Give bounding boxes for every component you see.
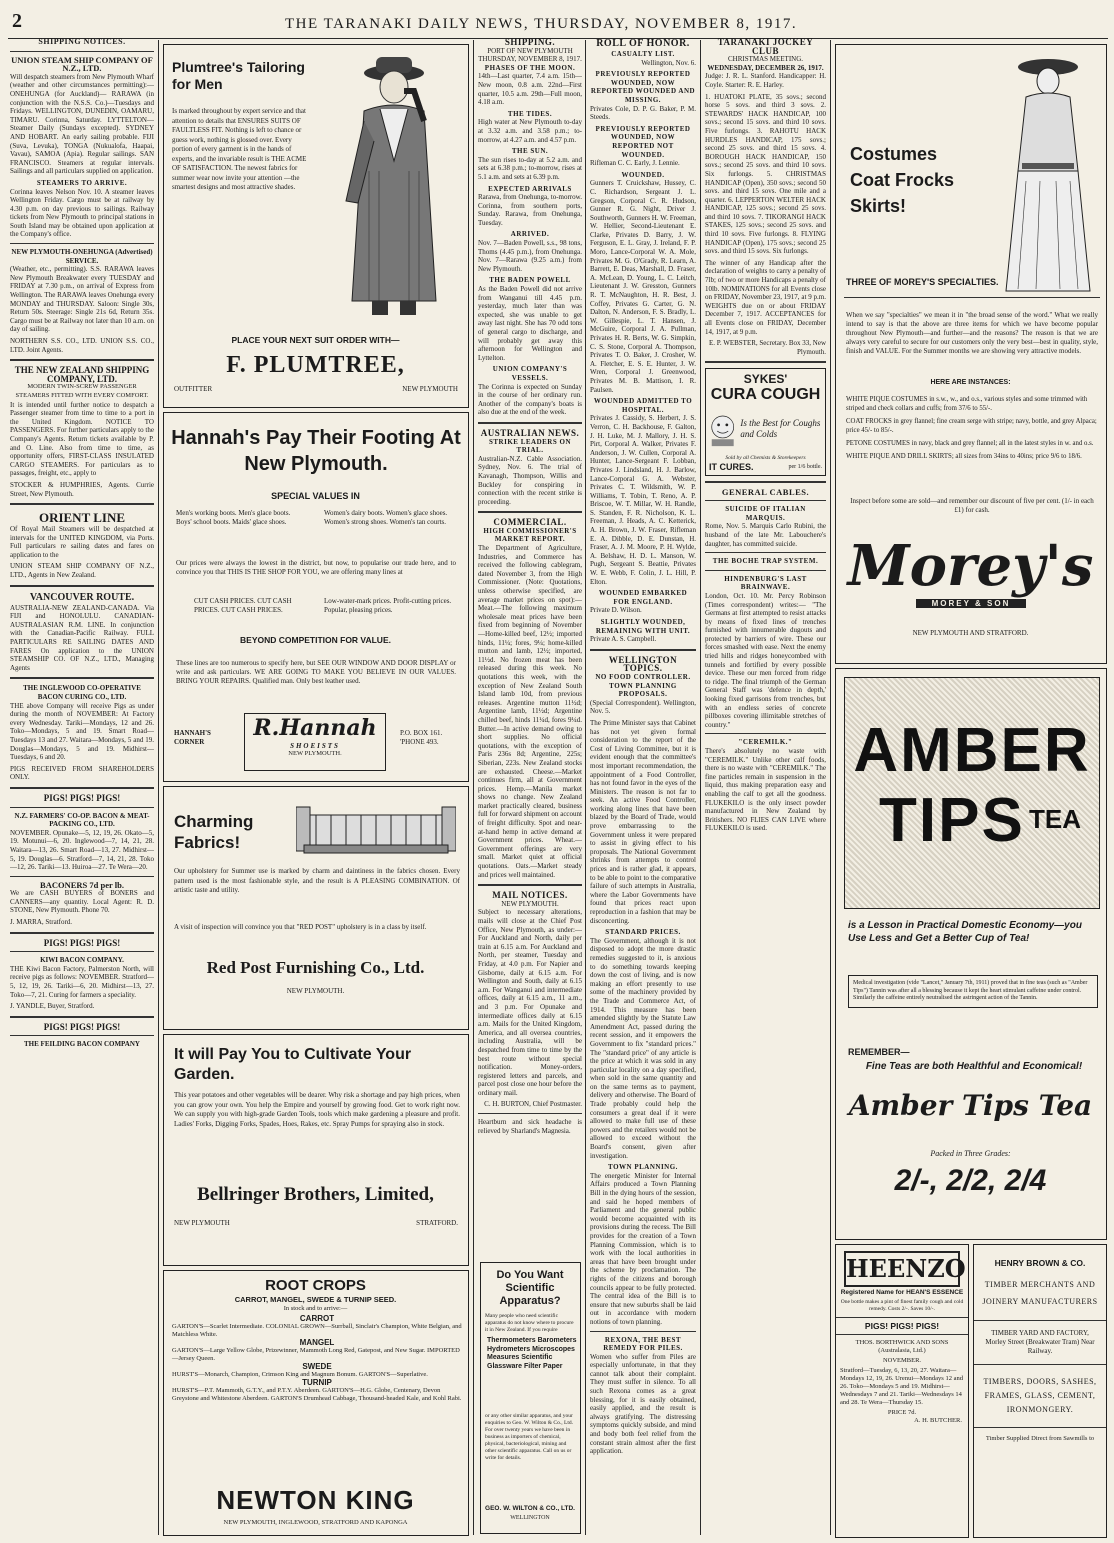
- ad-signature: UNION STEAM SHIP COMPANY OF N.Z., LTD., Agents in New Zealand.: [10, 562, 154, 580]
- column-divider: [700, 40, 701, 1535]
- subheading: WOUNDED ADMITTED TO HOSPITAL.: [593, 397, 693, 414]
- seed-heading: TURNIP: [302, 1378, 332, 1387]
- article-text: Rarawa, from Onehunga, to-morrow. Corinna, from southern ports, Sunday. Rarawa, from Onehunga, Tuesday.: [478, 193, 582, 227]
- ad-text: It is intended until further notice to despatch a Passenger steamer from time to time to a port in the United Kingdom. NOTICE TO PASSENGERS. For further particulars apply to the Company's Agents. Return tickets available by P. and O. Line. Also from time to time, as opportunity offers, FIRST-CLASS INSULATED CARGO STEAMERS. For particulars as to passages, freight, etc., apply to: [10, 400, 154, 478]
- ad-text: THE above Company will receive Pigs as under during the month of NOVEMBER: At Factory every Wednesday. Tariki—Mondays, 12 and 26. Toko—Mondays, 5 and 19. Smart Road—Tuesdays 13 and 27. Waitara—Mondays, 5 and 19. Douglas—Mondays, 5 and 19. Midhirst—Tuesdays, 6 and 20.: [10, 701, 154, 762]
- amber-tips-ad: [835, 668, 1107, 1240]
- ad-footer-left: OUTFITTER: [174, 385, 213, 393]
- ad-title: NEW PLYMOUTH-ONEHUNGA (Advertised) SERVICE.: [11, 248, 153, 265]
- ad-text: These lines are too numerous to specify here, but SEE OUR WINDOW AND DOOR DISPLAY or write and ask particulars. WE ARE GOING TO MAKE YOU BELIEVE IN OUR VALUES. BRING YOUR REPAIRS. Qualified man. Only best leather used.: [176, 659, 456, 685]
- section-heading: AUSTRALIAN NEWS.: [480, 427, 580, 438]
- subheading: SLIGHTLY WOUNDED, REMAINING WITH UNIT.: [595, 618, 691, 635]
- article-text: The Corinna is expected on Sunday in the course of her ordinary run. Another of the company's boats is also due at the end of the week.: [478, 382, 582, 417]
- ad-subheading: MODERN TWIN-SCREW PASSENGER STEAMERS FITTED WITH EVERY COMFORT.: [15, 383, 149, 399]
- instance-list: [846, 395, 1098, 465]
- article-text: The sun rises to-day at 5.2 a.m. and sets at 6.38 p.m.; to-morrow, rises at 5.1 a.m. and sets at 6.39 p.m.: [478, 155, 582, 181]
- seed-heading: MANGEL: [299, 1338, 335, 1347]
- ad-price: per 1/6 bottle.: [788, 463, 822, 470]
- subheading: CHRISTMAS MEETING.: [727, 55, 804, 64]
- ad-text: NOVEMBER. Opunake—5, 12, 19, 26. Okato—5, 19. Motunui—6, 20. Inglewood—7, 14, 21, 28. Waitara—13, 26. Smart Road—13, 27. Midhirst—5, 19. Douglas—6. Stratford—7, 14, 21, 28. Toko—12, 26. Tariki—13. Huiroa—27. Te Wera—20.: [10, 828, 154, 872]
- ad-headline: [850, 141, 954, 219]
- ad-goods: TIMBERS, DOORS, SASHES, FRAMES, GLASS, CEMENT, IRONMONGERY.: [983, 1377, 1097, 1414]
- ad-prices: 2/-, 2/2, 2/4: [894, 1164, 1047, 1197]
- ad-text: THE Kiwi Bacon Factory, Palmerston North, will receive pigs as follows: NOVEMBER. Stratford—5, 12, 19, 26. Tariki—6, 20. Midhirst—13, 27. Toko—7, 21. Curing for farmers a speciality.: [10, 964, 154, 999]
- ad-price: PRICE 7d.: [887, 1409, 917, 1416]
- ad-text: TIMBER YARD AND FACTORY, Morley Street (Breakwater Tram) Near Railway.: [985, 1329, 1095, 1355]
- ad-text: In stock and to arrive:—: [283, 1305, 348, 1312]
- ad-title: THOS. BORTHWICK AND SONS (Australasia, Ltd.): [855, 1339, 949, 1354]
- section-heading: SHIPPING.: [504, 38, 556, 47]
- article-text: Women who suffer from Piles are especially unfortunate, in that they cannot talk about their complaint. They must suffer in silence. To all such Rexona comes as a great blessing, for it is easily obtained, easily applied, and the result is always gratifying. The distressing symptoms quickly subside, and mind and body both feel relief from the constant strain almost after the first application.: [590, 1352, 696, 1456]
- ad-text: Our upholstery for Summer use is marked by charm and daintiness in the fabrics chosen. Every pattern used is the most fashionable style, and the result is A PLEASING COMBINATION. Of artistic taste and utility.: [174, 867, 460, 894]
- ad-town: WELLINGTON: [510, 1515, 550, 1521]
- racing-column: [705, 38, 826, 1538]
- ad-slogan: Fine Teas are both Healthful and Economical!: [865, 1061, 1083, 1072]
- logo-sub: MOREY & SON: [916, 599, 1026, 608]
- subheading: ARRIVED.: [510, 230, 550, 239]
- face-illustration: [709, 404, 736, 454]
- ad-text: Will despatch steamers from New Plymouth Wharf (weather and other circumstances permitting):— ONEHUNGA (for Auckland)— RARAWA (in conjunction with the N.S.S. Co.)—Tuesdays and Fridays. WELLINGTON, DUNEDIN, OAMARU, TIMARU. Corinna, Saturday. LYTTELTON— Steamer Daily (Sundays excepted). SYDNEY AND HOBART. An early sailing probable. FIJI (Suva, Levuka), TONGA (Nukualofa, Haapai, Vavau), SAMOA (Apia). Regular sailings. SAN FRANCISCO. Steamers at regular intervals. Sailings and all particulars supplied on application.: [10, 72, 154, 176]
- amber-script-logo: Amber Tips Tea: [848, 1089, 1093, 1122]
- subheading: TOWN PLANNING.: [608, 1163, 678, 1172]
- ad-text: Is the Best for Coughs and Colds: [740, 418, 821, 440]
- morey-logo: Morey's: [847, 533, 1094, 599]
- officials: Judge: J. R. L. Stanford. Handicapper: H. Coyle. Starter: R. E. Harley.: [705, 72, 826, 89]
- ad-text: Many people who need scientific apparatus do not know where to procure it in New Zealand. If you require: [485, 1313, 574, 1333]
- section-heading: COMMERCIAL.: [493, 517, 567, 528]
- article-text: Subject to necessary alterations, mails will close at the Chief Post Office, New Plymouth, as under:— For Auckland and North, daily per train at 6.15 a.m. For Auckland and North, per steamer, Tuesday and Friday, at 4.0 p.m. For Napier and Gisborne, daily at 6.15 a.m. For Wellington and South, daily at 6.15 a.m. For Wanganui and intermediate offices, daily at 6.15 a.m., 11 a.m., and 3 p.m. For Opunake and intermediate offices daily at 6.15 a.m. Mails for the United Kingdom, America, and all oversea countries, including Australia, will be despatched from time to time by the best route without special notification. Money-orders, registered letters and parcels, and parcel post close one hour before the ordinary mail.: [478, 908, 582, 1097]
- ad-text: AUSTRALIA-NEW ZEALAND-CANADA. Via FIJI and HONOLULU. CANADIAN-AUSTRALASIAN R.M. LINE. In conjunction with the Canadian-Pacific Railway. FULL PARTICULARS RE SAILING DATES AND FARES On application to the UNION STEAMSHIP CO. OF N.Z., LTD., Managing Agents: [10, 603, 154, 672]
- ad-signature: STOCKER & HUMPHRIES, Agents. Currie Street, New Plymouth.: [10, 480, 154, 498]
- ad-subheading: HERE ARE INSTANCES:: [930, 379, 1011, 386]
- ad-text: Sold by all Chemists & Storekeepers: [725, 455, 806, 462]
- ad-text: A visit of inspection will convince you that "RED POST" upholstery is in a class by itself.: [174, 923, 427, 931]
- subheading: THE BADEN POWELL: [489, 276, 571, 285]
- article-text: London, Oct. 10. Mr. Percy Robinson (Times correspondent) writes:— "The Germans at first attempted to resist attacks by means of fixed lines of trenches furnished with innumerable dugouts and protected by barriers of wire. These our forces smashed with ease. Next the enemy tried hills and ridges honeycombed with tunnels and fortified by every possible device. These our men forced from ridge to ridge. The final triumph of the German General Staff was 'defence in depth,' looking fixed garrisons from trenches, but with an endless series of concrete pillboxes covering illimitable stretches of country.": [705, 591, 826, 729]
- article-text: Australian-N.Z. Cable Association. Sydney, Nov. 6. The trial of Kavanagh, Thompson, Willis and Buckley for conspiring in connection with the recent strike is proceeding.: [478, 454, 582, 506]
- ad-text: or any other similar apparatus, and your enquiries to Geo. W. Wilton & Co., Ltd. For over twenty years we have been in business as importers of chemical, physical, bacteriological, mining and other scientific apparatus. Call on us or write for details.: [485, 1413, 573, 1461]
- ad-headline: Charming Fabrics!: [174, 812, 254, 852]
- ad-cta: PLACE YOUR NEXT SUIT ORDER WITH—: [231, 335, 400, 345]
- ad-subheading: THREE OF MOREY'S SPECIALTIES.: [846, 277, 999, 287]
- seed-text: HURST'S—Monarch, Champion, Crimson King and Magnum Bonum. GARTON'S—Superlative.: [172, 1371, 428, 1378]
- ad-title: THE INGLEWOOD CO-OPERATIVE BACON CURING CO., LTD.: [23, 684, 141, 701]
- article-text: Nov. 7—Baden Powell, s.s., 98 tons, Thoms (4.45 p.m.), from Onehunga. Nov. 7—Rarawa (9.25 a.m.) from New Plymouth.: [478, 239, 582, 273]
- ad-business-name: NEWTON KING: [216, 1485, 415, 1515]
- ad-signature: NORTHERN S.S. CO., LTD. UNION S.S. CO., LTD. Joint Agents.: [10, 337, 154, 354]
- dateline: Wellington, Nov. 6.: [641, 58, 696, 67]
- newton-king-ad: [163, 1270, 469, 1536]
- seed-heading: SWEDE: [302, 1362, 332, 1371]
- gentleman-illustration: [324, 51, 464, 321]
- ad-business-name: F. PLUMTREE,: [226, 352, 405, 378]
- article-text: As the Baden Powell did not arrive from Wanganui till 4.45 p.m. yesterday, much later than was expected, she was unable to get away last night. She has 70 odd tons of general cargo to discharge, and will probably get away this afternoon for Wellington and Lyttelton.: [478, 285, 582, 362]
- ad-headline: ROOT CROPS: [265, 1277, 366, 1294]
- column-divider: [158, 40, 159, 1535]
- subheading: CASUALTY LIST.: [611, 50, 675, 58]
- ad-headline: It will Pay You to Cultivate Your Garden.: [174, 1046, 412, 1083]
- shipping-news-column: [478, 38, 582, 1218]
- ad-text: Medical investigation (vide "Lancet," January 7th, 1911) proved that in fine teas (such as "Amber Tips") Tannin was after all a blessing because it kept the heart stimulant caffeine under control. Similarly the caffeine entirely neutralised the astringent action of the Tannin.: [848, 975, 1098, 1008]
- subheading: PREVIOUSLY REPORTED WOUNDED, NOW REPORTED WOUNDED AND MISSING.: [590, 70, 696, 104]
- ad-signature: A. H. BUTCHER.: [914, 1417, 962, 1424]
- sykes-ad: [705, 368, 826, 475]
- ad-text: Corinna leaves Nelson Nov. 10. A steamer leaves Wellington Friday. Cargo must be at railway by 4.30 p.m. on day previous to sailings. Railway tickets from New Plymouth to principal stations in South Island may be obtained upon application at the Company's office.: [10, 187, 154, 239]
- logo-town: NEW PLYMOUTH.: [288, 750, 342, 757]
- article-text: The Prime Minister says that Cabinet has not yet given formal consideration to the report of the Cost of Living Committee, but it is evident enough that the committee's most important recommendation, the appointment of a Food Controller, has not found favor in the eyes of the Ministers. The reason is not far to seek. An active Food Controller, working along lines that have been blazed by the Board of Trade, would prove embarrassing to the Government unless it were prepared to assist in giving effect to his proposals. The National Government shrinks from attempts to control prices and is rather glad, it appears, to be able to point to the comparative failure of such attempts in Australia, where the Labor Governments have found that prices react upon reproduction in a fashion that may be disconcerting.: [590, 718, 696, 925]
- column-divider: [473, 40, 474, 1535]
- wilton-apparatus-ad: [480, 1262, 581, 1534]
- news-column: [590, 38, 696, 1538]
- brand-tea: TEA: [1029, 804, 1081, 834]
- ad-text: (Weather, etc., permitting). S.S. RARAWA leaves New Plymouth Breakwater every TUESDAY and FRIDAY at 7.30 p.m., on arrival of Express from Wellington. The RARAWA leaves Onehunga every MONDAY and THURSDAY. Saloon: Single 30s, Return 50s. Steerage: Single 21s 6d, Return 35s. Cargo must be at Railway not later than 10 a.m. on day of sailing.: [10, 265, 154, 334]
- ad-text: Packed in Three Grades:: [930, 1149, 1011, 1158]
- ad-subheading: REMEMBER—: [848, 1047, 910, 1057]
- instance-item: COAT FROCKS in grey flannel; fine cream serge with stripe; navy, bottle, and grey Alpaca; price 45/- to 85/-.: [846, 418, 1097, 434]
- date-line: THURSDAY, NOVEMBER 8, 1917.: [478, 55, 582, 64]
- ad-slogan: BEYOND COMPETITION FOR VALUE.: [240, 635, 391, 645]
- ad-headline: CURA COUGH: [710, 386, 821, 404]
- article-text: 14th—Last quarter, 7.4 a.m. 15th—New moon, 0.8 a.m. 22nd—First quarter, 10.5 a.m. 29th—Full moon, 4.18 a.m.: [478, 72, 582, 107]
- ad-headline: Plumtree's Tailoring for Men: [172, 59, 305, 92]
- ad-text: Is marked throughout by expert service and that attention to details that ENSURES SUITS OF FAULTLESS FIT. Nothing is left to chance or guess work, nothing is glossed over. Every portion of every garment is in the hands of experts, and the invariable result is THE ACME OF SATISFACTION. The newest fabrics for summer wear now invite your attention —the smartest designs and most attractive shades.: [172, 107, 307, 191]
- ad-title: UNION STEAM SHIP COMPANY OF N.Z., LTD.: [11, 54, 153, 74]
- pigs-heading: PIGS! PIGS! PIGS!: [43, 792, 121, 803]
- ad-subheading: CARROT, MANGEL, SWEDE & TURNIP SEED.: [234, 1295, 397, 1304]
- henry-brown-ad: [973, 1244, 1107, 1538]
- ad-title: THE NEW ZEALAND SHIPPING COMPANY, LTD.: [14, 365, 150, 384]
- section-heading: WELLINGTON TOPICS.: [608, 654, 678, 674]
- column-divider: [830, 40, 831, 1535]
- section-heading: ROLL OF HONOR.: [596, 38, 690, 49]
- ad-town: NEW PLYMOUTH AND STRATFORD.: [912, 629, 1029, 637]
- subheading: PREVIOUSLY REPORTED WOUNDED, NOW REPORTED NOT WOUNDED.: [595, 124, 691, 159]
- section-heading: SHIPPING NOTICES.: [38, 38, 126, 46]
- pigs-heading: PIGS! PIGS! PIGS!: [43, 937, 121, 948]
- plumtree-ad: [163, 44, 469, 408]
- ad-signature: PIGS RECEIVED FROM SHAREHOLDERS ONLY.: [10, 764, 154, 782]
- subheading: UNION COMPANY'S VESSELS.: [492, 365, 568, 382]
- article-signature: E. P. WEBSTER, Secretary. Box 33, New Plymouth.: [708, 339, 826, 356]
- instance-item: PETONE COSTUMES in navy, black and grey flannel; all in the latest styles in w. and o.s.: [846, 440, 1094, 447]
- ad-contact: P.O. BOX 161. 'PHONE 493.: [400, 729, 443, 746]
- article-text: Private A. S. Campbell.: [590, 635, 657, 644]
- ad-footer-right: NEW PLYMOUTH: [402, 385, 458, 393]
- ad-title: BACONERS 7d per lb.: [40, 879, 124, 890]
- subheading: THE SUN.: [511, 147, 549, 156]
- ad-slogan: is a Lesson in Practical Domestic Economy—you Use Less and Get a Better Cup of Tea!: [848, 920, 1082, 944]
- subheading: STRIKE LEADERS ON TRIAL.: [488, 437, 572, 455]
- ad-text: Inspect before some are sold—and remember our discount of five per cent. (1/- in each £1) for cash.: [850, 497, 1094, 514]
- article-text: The energetic Minister for Internal Affairs produced a Town Planning Bill in the dying hours of the session, and said he hoped members of Parliament and the general public would become acquainted with its provisions during the recess. The Bill provides for the creation of a Town Planning Commission, which is to work with the local authorities in areas that have been brought under the scheme by proclamation. The rights of the citizens and borough councils appear to be fully protected. The central idea of the Bill is to ensure that new suburbs shall be laid out in accordance with modern notions of town planning.: [590, 1171, 696, 1326]
- ad-business-name: Red Post Furnishing Co., Ltd.: [206, 958, 425, 977]
- seed-text: HURST'S—P.T. Mammoth, G.T.Y., and P.T.Y. Aberdeen. GARTON'S—H.G. Globe, Centenary, Devon Greystone and Whitestone Aberdeen. GARTON'S Drumhead Cabbage, Thousand-headed Kale, and Kohl Rabi.: [172, 1387, 462, 1402]
- subheading: SUICIDE OF ITALIAN MARQUIS.: [725, 505, 806, 522]
- seed-heading: CARROT: [299, 1314, 335, 1323]
- ad-title: KIWI BACON COMPANY.: [40, 956, 124, 965]
- subheading: NEW PLYMOUTH.: [501, 899, 559, 908]
- red-post-ad: [163, 786, 469, 1030]
- ad-business-name: HENRY BROWN & CO.: [994, 1258, 1086, 1268]
- ad-corner: HANNAH'S CORNER: [174, 729, 211, 746]
- article-text: Privates J. Cassidy, S. Herbert, J. S. Verron, C. H. Backhouse, F. Galton, J. H. Luke, M. J. Mallory, J. H. S. Pirt, Corporal A. Walker, Privates F. Anderson, J. W. Cullen, Corporal A. Hunter, Lance-Sergeant F. Lobban, Privates J. Lindsland, H. J. Barlow, Lance-Corporal G. A. Webster, Privates C. T. Wildsmith, W. P. Williams, T. Tobin, T. Reno, A. P. Briscoe, W. T. Millar, W. H. Randle, S. Standen, F. R. Nicholson, K. L. Freeman, J. Heads, A. C. Ketterick, A. H. Brown, J. W. Fraser, Rifleman E. A. Dibble, D. E. Dunstan, H. Fraser, A. J. M. Moore, P. H. Wylde, A. Belshaw, H. D. L. Manson, W. Pugh, Sergeant S. Beattie, Privates W. E. Webb, F. Colin, J. L. Hill, P. Elton.: [590, 414, 696, 586]
- subheading: TOWN PLANNING PROPOSALS.: [609, 681, 677, 699]
- ad-subheading: SPECIAL VALUES IN: [271, 491, 360, 501]
- ad-headline: SYKES': [743, 372, 788, 387]
- subheading: STANDARD PRICES.: [605, 928, 681, 937]
- race-list: 1. HUATOKI PLATE, 35 sovs.; second horse 5 sovs. and third 3 sovs. 2. STEWARDS' HACK HANDICAP, 100 sovs.; second 15 sovs. and third 10 sovs. Five furlongs. 3. RAHOTU HACK HURDLES HANDICAP, 175 sovs.; second 25 sovs. and third 15 sovs. 4. BOROUGH HACK HANDICAP, 150 sovs.; second 25 sovs. and third 10 sovs. Six furlongs. 5. CHRISTMAS HANDICAP (Open), 350 sovs.; second 50 sovs. and third 15 sovs. One mile and a quarter. 6. LEPPERTON WELTER HACK HANDICAP, 125 sovs.; second 25 sovs. and third 10 sovs. 7. TIKORANGI HACK STAKES, 125 sovs.; second 25 sovs. and third 10 sovs. Five furlongs. 8. FLYING HANDICAP (Open), 175 sovs.; second 25 sovs. and third 15 sovs. Six furlongs.: [705, 92, 826, 256]
- shipping-notices-column: [10, 38, 154, 1538]
- ad-footer-right: STRATFORD.: [416, 1219, 458, 1227]
- headline-line: Costumes: [850, 144, 938, 164]
- lady-illustration: [996, 51, 1100, 301]
- ad-title: N.Z. FARMERS' CO-OP. BACON & MEAT-PACKING CO., LTD.: [14, 811, 150, 829]
- bellringer-ad: [163, 1034, 469, 1266]
- headline-line: Coat Frocks: [850, 170, 955, 190]
- ad-text: Our prices were always the lowest in the district, but now, to popularise our trade here, and to convince you that THIS IS THE SHOP FOR YOU, we are offering many lines at: [176, 559, 456, 576]
- article-text: Heartburn and sick headache is relieved by Sharland's Magnesia.: [478, 1118, 582, 1135]
- section-heading: MAIL NOTICES.: [492, 890, 568, 901]
- seed-text: GARTON'S—Scarlet Intermediate. COLONIAL GROWN—Surrball, Sinclair's Champion, White Belgian, and Matchless White.: [172, 1323, 462, 1338]
- ad-text: We are CASH BUYERS of BONERS and CANNERS—any quantity. Local Agent: R. D. STONE, New Plymouth. Phone 70.: [10, 889, 154, 915]
- ad-list-left: Men's working boots. Men's glace boots. Boys' school boots. Maids' glace shoes.: [176, 509, 291, 526]
- ad-signature: J. MARRA, Stratford.: [10, 918, 73, 927]
- section-heading: GENERAL CABLES.: [721, 486, 810, 497]
- article-text: Private D. Wilson.: [590, 606, 642, 615]
- subheading: "CEREMILK.": [738, 738, 793, 747]
- masthead: [0, 6, 1114, 36]
- seed-text: GARTON'S—Large Yellow Globe, Prizewinner, Mammoth Long Red, Gatepost, and New Sugar. IMPORTED—Jersey Queen.: [172, 1347, 460, 1362]
- ad-headline: Hannah's Pay Their Footing At New Plymouth.: [171, 427, 461, 475]
- sofa-illustration: [296, 797, 456, 863]
- logo-script: R.Hannah: [253, 715, 377, 741]
- instance-item: WHITE PIQUE COSTUMES in s.w., w., and o.s., various styles and some trimmed with striped and check collars and cuffs; from 37/6 to 55/-.: [846, 396, 1088, 412]
- subheading: PORT OF NEW PLYMOUTH: [487, 46, 573, 55]
- heenzo-logo: HEENZO: [844, 1251, 960, 1287]
- date-line: WEDNESDAY, DECEMBER 26, 1917.: [707, 63, 824, 72]
- ad-slogan: IT CURES.: [709, 461, 754, 472]
- ad-text: When we say "specialties" we mean it in "the broad sense of the word." What we really intend to say is that the above are three items for which we have become popular throughout New Plymouth—and further—and the reasons? The reason is that we are always very careful to secure for our customers only the very best—best in quality, style, finish and VALUE. For the Summer months we are showing very attractive models.: [846, 311, 1098, 355]
- subheading: REXONA, THE BEST REMEDY FOR PILES.: [603, 1335, 683, 1353]
- section-heading: TARANAKI JOCKEY CLUB: [717, 38, 814, 56]
- ad-title: VANCOUVER ROUTE.: [29, 591, 135, 603]
- ad-text: Stratford—Tuesday, 6, 13, 20, 27. Waitara—Mondays 12, 19, 26. Urenui—Mondays 12 and 26. Toko—Mondays 5 and 19. Midhirst—Wednesdays 7 and 21. Tariki—Wednesdays 14 and 28. Te Wera—Thursday 15.: [840, 1367, 963, 1406]
- pigs-heading: PIGS! PIGS! PIGS!: [43, 1021, 121, 1032]
- subheading: THE TIDES.: [507, 109, 553, 118]
- ad-subheading: Registered Name for HEAN'S ESSENCE: [840, 1289, 964, 1296]
- ad-subheading: TIMBER MERCHANTS AND: [984, 1280, 1096, 1289]
- subheading: WOUNDED.: [621, 170, 665, 179]
- ad-footer-left: NEW PLYMOUTH: [174, 1219, 230, 1227]
- ad-footer: NEW PLYMOUTH, INGLEWOOD, STRATFORD AND KAPONGA: [223, 1519, 408, 1526]
- subheading: PHASES OF THE MOON.: [484, 63, 576, 72]
- logo-sub: SHOEISTS: [290, 742, 340, 750]
- dateline: (Special Correspondent). Wellington, Nov. 5.: [590, 698, 696, 716]
- ad-signature: J. YANDLE, Buyer, Stratford.: [10, 1002, 95, 1011]
- article-text: Rome, Nov. 5. Marquis Carlo Rubini, the husband of the late Mr. Labouchere's daughter, has committed suicide.: [705, 522, 826, 548]
- ad-text: Of Royal Mail Steamers will be despatched at intervals for the UNITED KINGDOM, via Ports. Full particulars re sailing dates and fares on application to the: [10, 525, 154, 559]
- ad-title: ORIENT LINE: [38, 510, 126, 526]
- ad-subheading: NOVEMBER.: [882, 1357, 922, 1364]
- hannah-logo: [244, 713, 386, 771]
- subheading: EXPECTED ARRIVALS: [488, 184, 572, 193]
- headline-line: Skirts!: [850, 196, 907, 216]
- subheading: WOUNDED EMBARKED FOR ENGLAND.: [598, 589, 688, 606]
- article-signature: C. H. BURTON, Chief Postmaster.: [484, 1100, 582, 1109]
- article-text: There's absolutely no waste with "CEREMILK." Unlike other calf foods, there is no waste with "CEREMILK." The fine particles remain in suspension in the liquid, thus making preparation easy and enabling the calf to get all the goodness. FLUKEKILO is the only insect powder manufactured in New Zealand by Britishers. NO FLIES CAN LIVE where FLUKEKILO is used.: [705, 747, 826, 833]
- heenzo-ad: [835, 1244, 969, 1538]
- article-text: The Department of Agriculture, Industries, and Commerce has received the following cablegram, dated November 3, from the High Commissioner. (Note: Quotations, unless otherwise specified, are average market prices on spot):— Meat.—The following maximum wholesale meat prices have been fixed from beginning of November—Home-killed beef, 12½; imported hinds, 11¼; fores, 9¼; home-killed mutton and lamb, 12½; imported, 11½d. No frozen meat has been released during this week. No quotations this week, with the exception of New Zealand South Island lamb 10d, from previous releases. Argentine mutton 11½d; Argentine lamb, 11½d; Argentine chilled beef, hinds 11¼d, fores 9¼d. Butter.—In active demand owing to short supplies. No official quotations, with the exception of Paris 236s 8d; Argentine, 225s; Siberian, 223s. New Zealand stocks are exhausted. Cheese.—Market continues firm, all at Government prices. Hemp.—Manila market shows no change. New Zealand market practically cleared, business full for forward shipment on account of freight difficulty. Spot and near-at-hand hemp in active demand at Government prices. Wheat.—Government offerings are very small. Market quiet at official quotations. Oats.—Market steady and prices well maintained.: [478, 544, 582, 879]
- ad-list-left: CUT CASH PRICES. CUT CASH PRICES. CUT CASH PRICES.: [194, 597, 292, 614]
- ad-business-name: GEO. W. WILTON & CO., LTD.: [485, 1505, 575, 1512]
- brand-tips: TIPS: [879, 786, 1025, 855]
- ad-subheading: STEAMERS TO ARRIVE.: [36, 178, 128, 187]
- newspaper-title: THE TARANAKI DAILY NEWS, THURSDAY, NOVEMBER 8, 1917.: [285, 16, 798, 32]
- column-divider: [585, 40, 586, 1535]
- hannah-ad: [163, 412, 469, 782]
- ad-list-right: Women's dairy boots. Women's glace shoes. Women's strong shoes. Women's tan courts.: [324, 509, 448, 526]
- article-text: The Government, although it is not disposed to adopt the more drastic remedies suggested to it, is anxious to do something towards keeping down the cost of living, and is now making an effort presently to use some of the machinery provided by the Trade and Commerce Act, of 1914. This measure has been amended slightly by the Statute Law Amendment Act, passed during the recent session, and it empowers the Government to fix "standard prices." The "standard price" of any article is the price at which it was sold in any particular locality on a day specified, when sold in the same quantity and on the same terms as to payment, delivery and otherwise. The Board of Trade probably could help the consumers a great deal if it were allowed to make full use of these powers and the retailers would not be allowed to exceed without the Board's consent, given after investigation.: [590, 936, 696, 1160]
- article-text: High water at New Plymouth to-day at 3.32 a.m. and 3.58 p.m.; to-morrow, at 4.27 a.m. and 4.57 p.m.: [478, 118, 582, 144]
- article-text: Rifleman C. C. Early, J. Lennie.: [590, 159, 680, 168]
- amber-banner: [844, 677, 1100, 909]
- instance-item: WHITE PIQUE AND DRILL SKIRTS; all sizes from 34ins to 40ins; price 9/6 to 18/6.: [846, 453, 1082, 460]
- article-text: Privates Cole, D. P. G. Baker, P. M. Steeds.: [590, 104, 696, 122]
- ad-town: NEW PLYMOUTH.: [286, 987, 345, 995]
- ad-text: One bottle makes a pint of finest family cough and cold remedy. Costs 2/-. Saves 10/-.: [840, 1299, 964, 1312]
- subheading: HINDENBURG'S LAST BRAINWAVE.: [724, 574, 807, 592]
- pigs-heading: PIGS! PIGS! PIGS!: [864, 1321, 940, 1331]
- ad-list: Thermometers Barometers Hydrometers Microscopes Measures Scientific Glassware Filter Paper: [487, 1337, 577, 1370]
- page-number: 2: [12, 10, 22, 32]
- ad-footer: Timber Supplied Direct from Sawmills to: [985, 1435, 1095, 1442]
- seed-list: [172, 1315, 462, 1403]
- article-text: Gunners T. Cruickshaw, Hussey, C. C. Richardson, Sergeant J. L. Gregson, Corporal C. R. Hudson, Gunner R. G. Night, Driver J. Southworth, Gunners H. W. Freeman, W. Hellier, Second-Lieutenant E. Clarke, Privates D. Barry, J. W. Ferguson, E. L. Gray, J. Ireland, F. P. Moro, Lance-Corporal W. A. Mole, Privates M. G. O'Grady, R. Learn, A. Barrett, E. Deas, Marshall, D. Fraser, A. McLean, D. Young, L. C. Leitch, Lieutenant J. W. Gresston, Gunners R. T. McNaughton, H. R. Best, J. Coffey, Privates G. Carter, G. N. Dalton, N. Anderson, F. S. Bradly, L. W. Gillespie, L. T. Hansen, J. McGuire, Corporal J. A. Pullman, Privates H. R. Berts, W. G. Simpkin, C. S. Stone, Corporal A. Thompson, Privates T. O. Baker, J. Crosher, W. A. Fletcher, E. S. E. Hunter, J. W. Wren, Corporal J. Greenwood, Privates M. B. Mattison, I. R. Paulsen.: [590, 179, 696, 394]
- subheading: NO FOOD CONTROLLER.: [595, 672, 691, 681]
- ad-title: THE FEILDING BACON COMPANY: [24, 1040, 140, 1049]
- brand-amber: AMBER: [853, 716, 1091, 785]
- morey-ad: [835, 44, 1107, 664]
- ad-list-right: Low-water-mark prices. Profit-cutting prices. Popular, pleasing prices.: [324, 597, 452, 614]
- ad-subheading: JOINERY MANUFACTURERS: [982, 1297, 1098, 1306]
- ad-headline: Do You Want Scientific Apparatus?: [496, 1269, 564, 1307]
- ad-text: This year potatoes and other vegetables will be dearer. Why risk a shortage and pay high prices, when you can grow your own. You help the Empire and yourself by growing food. Get to work right now. We can supply you with high-grade Garden Tools, tools which make gardening a pleasure and profit. Ladies' Forks, Digging Forks, Spades, Hoes, Rakes, etc. Spray Pumps for spraying also in stock.: [174, 1091, 460, 1128]
- ad-business-name: Bellringer Brothers, Limited,: [197, 1184, 434, 1205]
- article-text: The winner of any Handicap after the declaration of weights to carry a penalty of 7lb; of two or more Handicaps a penalty of 10lb. NOMINATIONS for all Events close on FRIDAY, November 23, 1917, at 9 p.m. WEIGHTS due on or about FRIDAY December 7, 1917. ACCEPTANCES for all Events close on FRIDAY, December 14, 1917, at 9 p.m.: [705, 258, 826, 336]
- subheading: THE BOCHE TRAP SYSTEM.: [712, 557, 819, 566]
- subheading: HIGH COMMISSIONER'S MARKET REPORT.: [483, 526, 577, 544]
